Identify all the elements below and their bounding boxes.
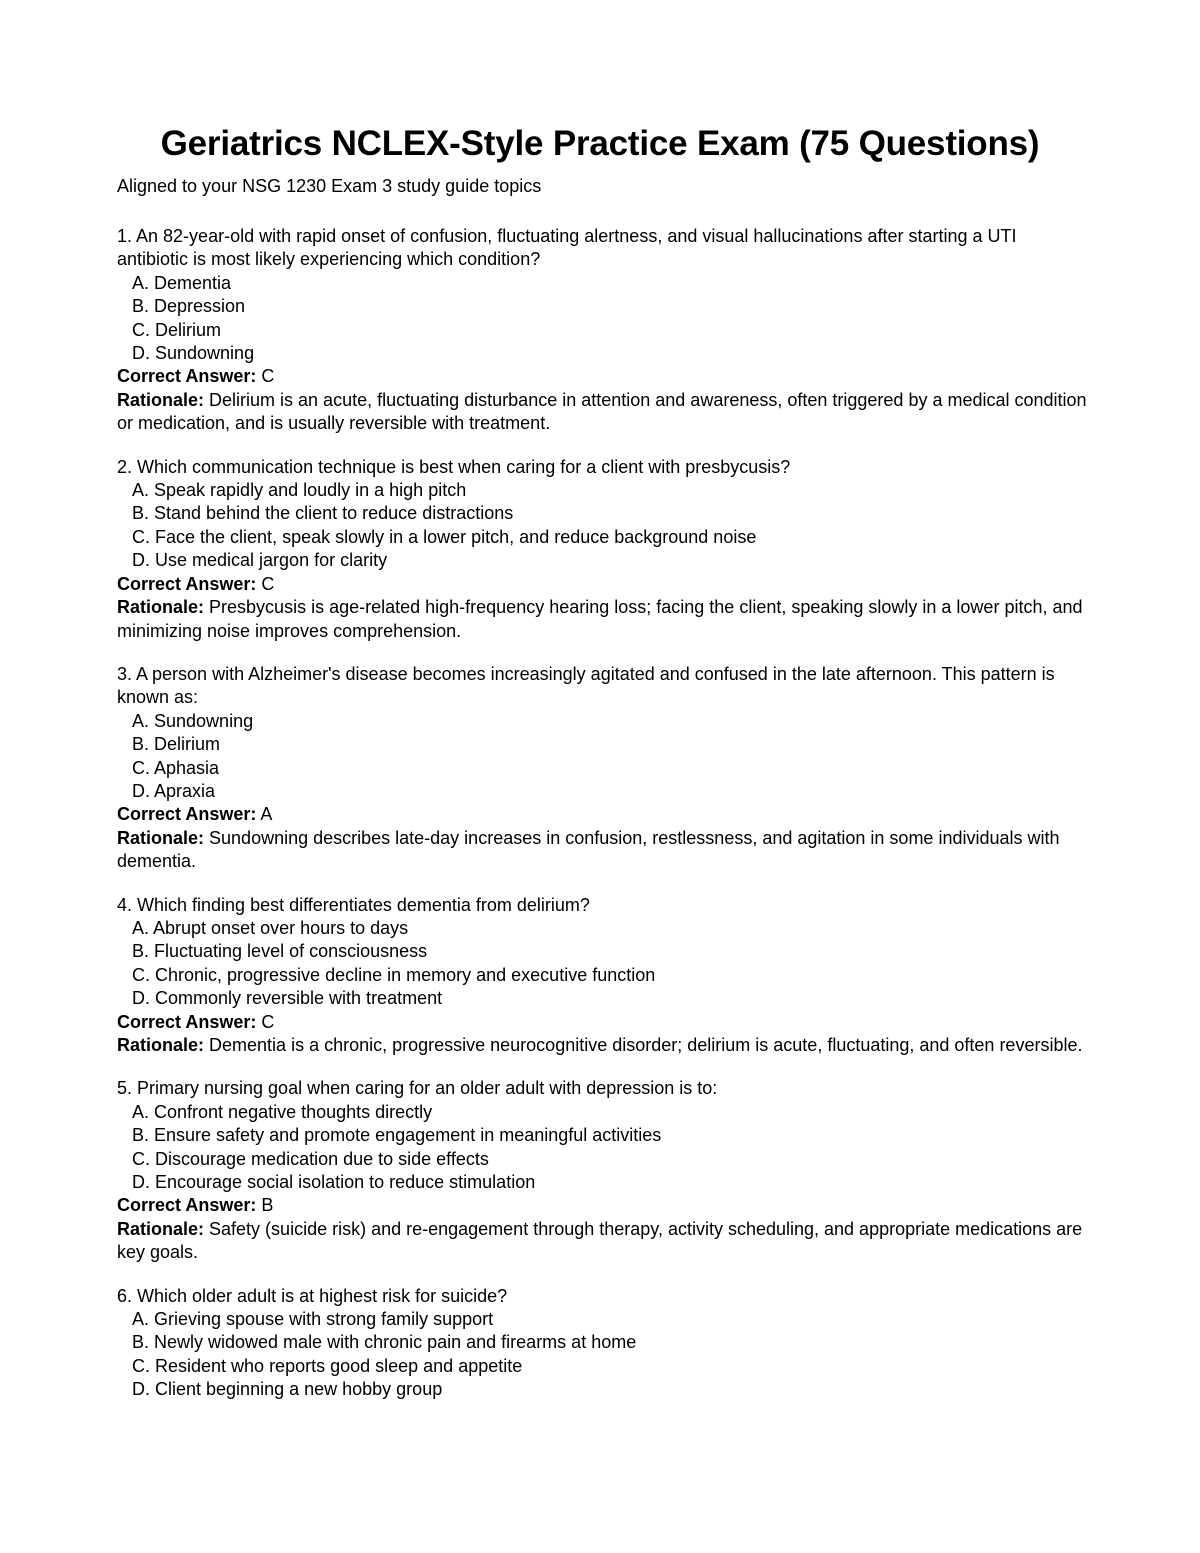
question-stem: 4. Which finding best differentiates dementia from delirium? [117,894,590,915]
rationale [117,1218,1087,1265]
option-b: B. Delirium [132,734,221,755]
rationale [117,1034,1087,1057]
option-c: C. Chronic, progressive decline in memory and executive function [132,964,656,985]
rationale-label: Rationale: [117,827,205,848]
option-d: D. Sundowning [132,343,255,364]
option-d: D. Apraxia [132,780,216,801]
correct-answer-value: C [261,1011,275,1032]
rationale-label: Rationale: [117,597,205,618]
correct-answer [117,573,1087,596]
rationale-label: Rationale: [117,1035,205,1055]
rationale-text: Sundowning describes late-day increases in confusion, restlessness, and agitation in some individuals with dementia. [117,827,1060,872]
question-stem: 3. A person with Alzheimer's disease becomes increasingly agitated and confused in the late afternoon. This pattern is known as: [117,663,1055,708]
correct-answer-label: Correct Answer: [117,804,257,825]
option-a: A. Speak rapidly and loudly in a high pitch [132,480,467,501]
question-4 [117,894,1087,1058]
option-b: B. Stand behind the client to reduce distractions [132,503,514,524]
option-d: D. Client beginning a new hobby group [132,1379,443,1400]
option-d: D. Use medical jargon for clarity [132,550,388,571]
rationale-label: Rationale: [117,389,205,410]
question-list [117,225,1087,1422]
option-b: B. Depression [132,296,246,317]
option-a: A. Abrupt onset over hours to days [132,917,409,938]
question-stem: 2. Which communication technique is best when caring for a client with presbycusis? [117,456,791,477]
option-c: C. Discourage medication due to side effects [132,1148,489,1169]
correct-answer-label: Correct Answer: [117,1195,257,1216]
question-2 [117,456,1087,643]
option-b: B. Ensure safety and promote engagement in meaningful activities [132,1125,662,1146]
rationale [117,389,1087,436]
option-c: C. Aphasia [132,757,220,778]
question-1 [117,225,1087,436]
rationale [117,827,1087,874]
question-6 [117,1285,1087,1402]
rationale-text: Delirium is an acute, fluctuating disturbance in attention and awareness, often triggered by a medical condition or medication, and is usually reversible with treatment. [117,389,1087,434]
correct-answer-label: Correct Answer: [117,366,257,387]
correct-answer [117,1194,1087,1217]
option-d: D. Encourage social isolation to reduce stimulation [132,1172,536,1193]
correct-answer-value: A [260,804,273,825]
option-c: C. Face the client, speak slowly in a lower pitch, and reduce background noise [132,526,757,547]
rationale-text: Safety (suicide risk) and re-engagement through therapy, activity scheduling, and appropriate medications are key goals. [117,1218,1083,1263]
option-a: A. Dementia [132,272,232,293]
rationale [117,596,1087,643]
option-b: B. Fluctuating level of consciousness [132,941,428,962]
correct-answer-label: Correct Answer: [117,573,257,594]
option-d: D. Commonly reversible with treatment [132,988,443,1009]
option-b: B. Newly widowed male with chronic pain and firearms at home [132,1332,637,1353]
correct-answer [117,803,1087,826]
rationale-text: Dementia is a chronic, progressive neurocognitive disorder; delirium is acute, fluctuating, and often reversible. [209,1035,1083,1055]
option-c: C. Resident who reports good sleep and appetite [132,1355,523,1376]
question-stem: 1. An 82-year-old with rapid onset of confusion, fluctuating alertness, and visual hallucinations after starting a UTI antibiotic is most likely experiencing which condition? [117,226,1017,270]
page-title: Geriatrics NCLEX-Style Practice Exam (75 Questions) [160,124,1040,163]
option-c: C. Delirium [132,319,222,340]
page-subtitle: Aligned to your NSG 1230 Exam 3 study guide topics [117,176,542,196]
correct-answer-label: Correct Answer: [117,1011,257,1032]
rationale-label: Rationale: [117,1218,205,1239]
correct-answer-value: C [261,573,275,594]
correct-answer-value: B [261,1195,274,1216]
question-stem: 6. Which older adult is at highest risk for suicide? [117,1285,508,1306]
option-a: A. Confront negative thoughts directly [132,1101,433,1122]
option-a: A. Grieving spouse with strong family support [132,1309,494,1330]
question-5 [117,1077,1087,1264]
correct-answer-value: C [261,366,275,387]
option-a: A. Sundowning [132,710,254,731]
question-3 [117,663,1087,874]
rationale-text: Presbycusis is age-related high-frequency hearing loss; facing the client, speaking slowly in a lower pitch, and minimizing noise improves comprehension. [117,597,1083,641]
correct-answer [117,365,1087,388]
question-stem: 5. Primary nursing goal when caring for an older adult with depression is to: [117,1078,718,1099]
correct-answer [117,1011,1087,1034]
